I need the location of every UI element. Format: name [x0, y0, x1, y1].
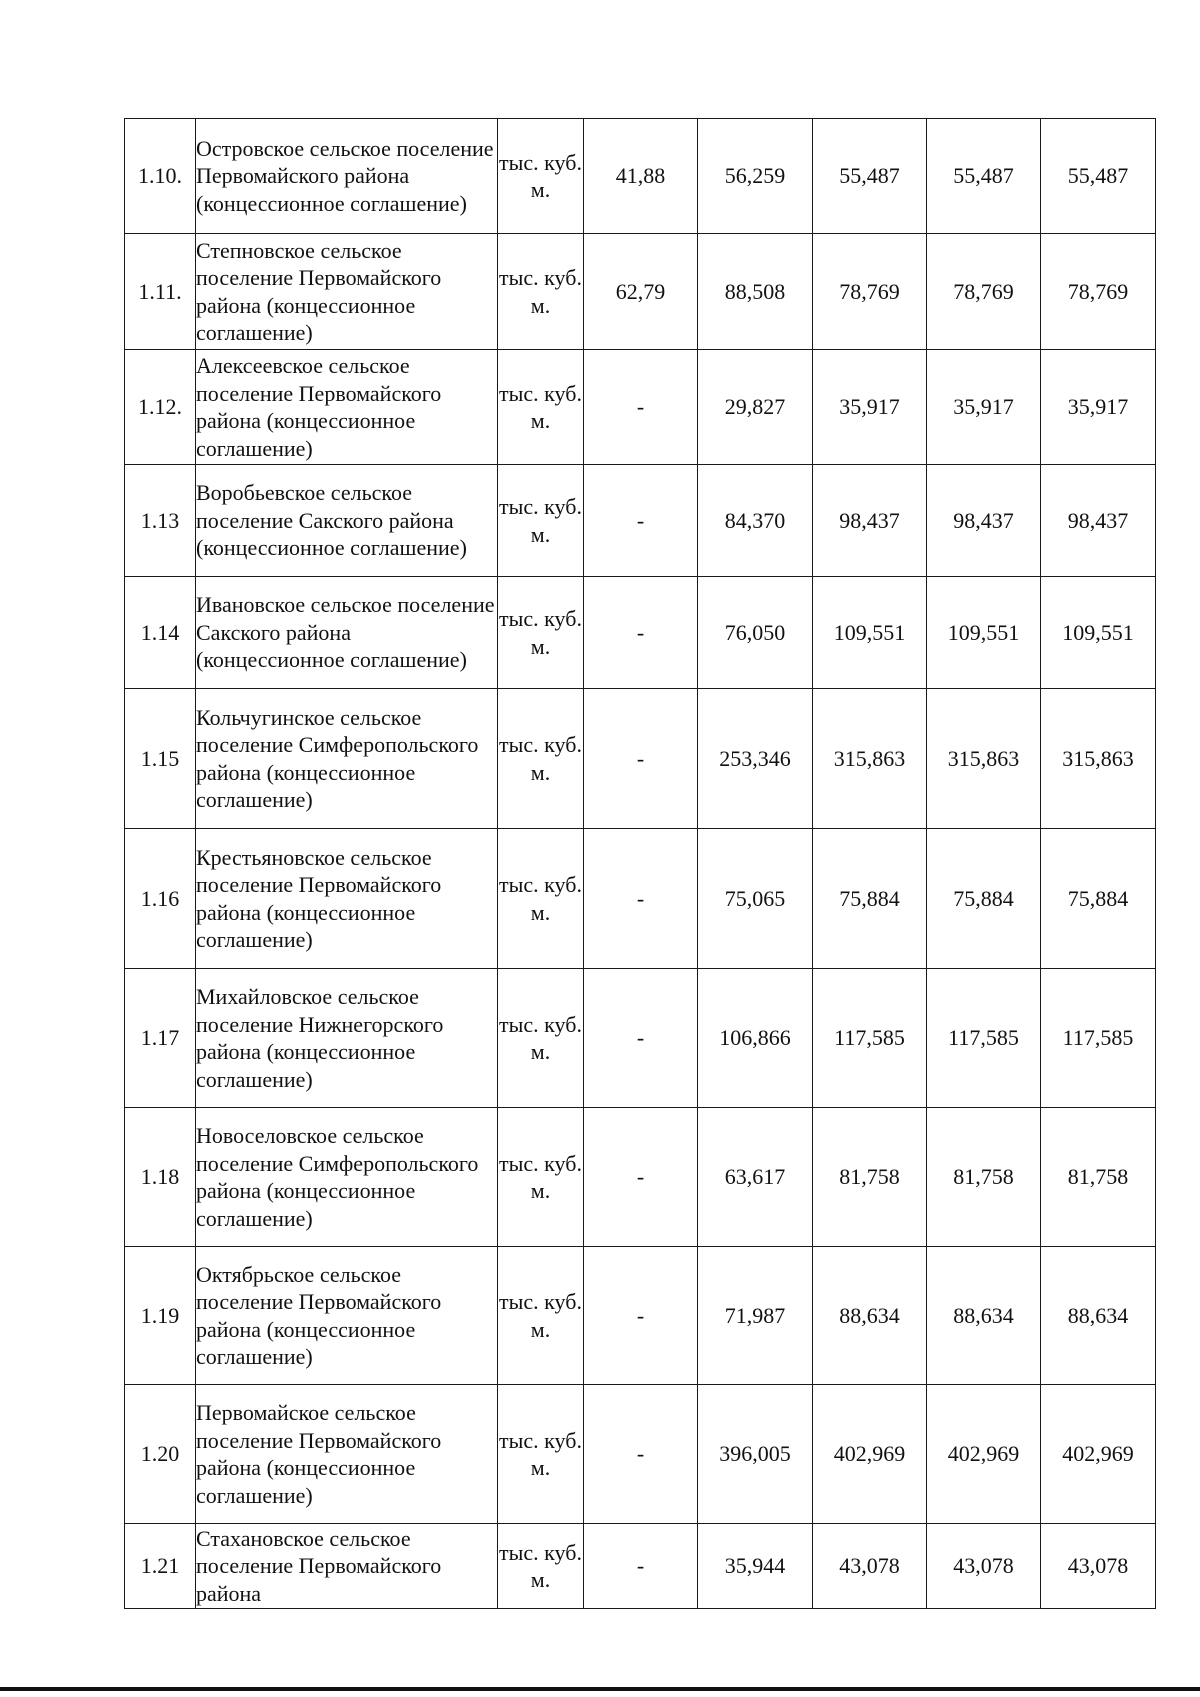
value-cell: - [584, 829, 698, 969]
value-cell: 88,634 [813, 1247, 927, 1385]
table-row [125, 577, 1156, 689]
table-row [125, 465, 1156, 577]
unit-cell: тыс. куб. м. [498, 465, 584, 577]
unit-cell: тыс. куб. м. [498, 1108, 584, 1247]
value-cell: 62,79 [584, 234, 698, 350]
value-cell: - [584, 1385, 698, 1524]
row-number: 1.12. [125, 350, 196, 465]
value-cell: 402,969 [1041, 1385, 1156, 1524]
value-cell: 315,863 [927, 689, 1041, 829]
value-cell: - [584, 465, 698, 577]
value-cell: 43,078 [927, 1524, 1041, 1609]
value-cell: 88,634 [927, 1247, 1041, 1385]
value-cell: 75,884 [1041, 829, 1156, 969]
value-cell: 84,370 [698, 465, 813, 577]
value-cell: 71,987 [698, 1247, 813, 1385]
value-cell: 75,065 [698, 829, 813, 969]
value-cell: 78,769 [927, 234, 1041, 350]
value-cell: 109,551 [813, 577, 927, 689]
row-number: 1.15 [125, 689, 196, 829]
row-number: 1.21 [125, 1524, 196, 1609]
water-volume-table [124, 118, 1156, 1609]
row-number: 1.20 [125, 1385, 196, 1524]
settlement-name: Воробьевское сельское поселение Сакского района (концессионное соглашение) [196, 465, 498, 577]
value-cell: 35,917 [927, 350, 1041, 465]
value-cell: 76,050 [698, 577, 813, 689]
value-cell: 88,508 [698, 234, 813, 350]
value-cell: 117,585 [927, 969, 1041, 1108]
settlement-name: Алексеевское сельское поселение Первомайского района (концессионное соглашение) [196, 350, 498, 465]
table-row [125, 119, 1156, 234]
value-cell: 88,634 [1041, 1247, 1156, 1385]
value-cell: 253,346 [698, 689, 813, 829]
value-cell: - [584, 577, 698, 689]
value-cell: 109,551 [927, 577, 1041, 689]
value-cell: 56,259 [698, 119, 813, 234]
settlement-name: Октябрьское сельское поселение Первомайского района (концессионное соглашение) [196, 1247, 498, 1385]
row-number: 1.11. [125, 234, 196, 350]
value-cell: 29,827 [698, 350, 813, 465]
row-number: 1.17 [125, 969, 196, 1108]
value-cell: - [584, 1247, 698, 1385]
table-row [125, 829, 1156, 969]
value-cell: 75,884 [927, 829, 1041, 969]
value-cell: 75,884 [813, 829, 927, 969]
value-cell: 117,585 [1041, 969, 1156, 1108]
unit-cell: тыс. куб. м. [498, 829, 584, 969]
value-cell: 81,758 [1041, 1108, 1156, 1247]
settlement-name: Островское сельское поселение Первомайского района (концессионное соглашение) [196, 119, 498, 234]
row-number: 1.14 [125, 577, 196, 689]
row-number: 1.19 [125, 1247, 196, 1385]
table-row [125, 1247, 1156, 1385]
settlement-name: Стахановское сельское поселение Первомайского района [196, 1524, 498, 1609]
value-cell: 315,863 [813, 689, 927, 829]
table-row [125, 1524, 1156, 1609]
value-cell: 78,769 [813, 234, 927, 350]
settlement-name: Ивановское сельское поселение Сакского района (концессионное соглашение) [196, 577, 498, 689]
value-cell: 55,487 [813, 119, 927, 234]
value-cell: 63,617 [698, 1108, 813, 1247]
row-number: 1.13 [125, 465, 196, 577]
settlement-name: Степновское сельское поселение Первомайского района (концессионное соглашение) [196, 234, 498, 350]
table-row [125, 1108, 1156, 1247]
value-cell: - [584, 969, 698, 1108]
value-cell: 106,866 [698, 969, 813, 1108]
value-cell: 81,758 [927, 1108, 1041, 1247]
row-number: 1.10. [125, 119, 196, 234]
value-cell: 35,917 [813, 350, 927, 465]
value-cell: 396,005 [698, 1385, 813, 1524]
unit-cell: тыс. куб. м. [498, 1524, 584, 1609]
value-cell: 43,078 [813, 1524, 927, 1609]
row-number: 1.16 [125, 829, 196, 969]
unit-cell: тыс. куб. м. [498, 1247, 584, 1385]
unit-cell: тыс. куб. м. [498, 689, 584, 829]
table-row [125, 234, 1156, 350]
value-cell: 35,917 [1041, 350, 1156, 465]
table-row [125, 689, 1156, 829]
table-row [125, 1385, 1156, 1524]
unit-cell: тыс. куб. м. [498, 577, 584, 689]
unit-cell: тыс. куб. м. [498, 1385, 584, 1524]
value-cell: 109,551 [1041, 577, 1156, 689]
value-cell: 41,88 [584, 119, 698, 234]
value-cell: 55,487 [927, 119, 1041, 234]
unit-cell: тыс. куб. м. [498, 350, 584, 465]
value-cell: 98,437 [927, 465, 1041, 577]
table-row [125, 969, 1156, 1108]
value-cell: 98,437 [1041, 465, 1156, 577]
settlement-name: Первомайское сельское поселение Первомайского района (концессионное соглашение) [196, 1385, 498, 1524]
value-cell: - [584, 1108, 698, 1247]
settlement-name: Крестьяновское сельское поселение Первомайского района (концессионное соглашение) [196, 829, 498, 969]
value-cell: - [584, 1524, 698, 1609]
value-cell: 78,769 [1041, 234, 1156, 350]
unit-cell: тыс. куб. м. [498, 969, 584, 1108]
value-cell: 117,585 [813, 969, 927, 1108]
value-cell: 315,863 [1041, 689, 1156, 829]
row-number: 1.18 [125, 1108, 196, 1247]
bottom-rule [0, 1687, 1200, 1691]
value-cell: - [584, 689, 698, 829]
value-cell: 55,487 [1041, 119, 1156, 234]
value-cell: 402,969 [927, 1385, 1041, 1524]
value-cell: 98,437 [813, 465, 927, 577]
unit-cell: тыс. куб. м. [498, 119, 584, 234]
value-cell: 402,969 [813, 1385, 927, 1524]
unit-cell: тыс. куб. м. [498, 234, 584, 350]
table-row [125, 350, 1156, 465]
value-cell: 35,944 [698, 1524, 813, 1609]
value-cell: 43,078 [1041, 1524, 1156, 1609]
settlement-name: Новоселовское сельское поселение Симферопольского района (концессионное соглашение) [196, 1108, 498, 1247]
settlement-name: Михайловское сельское поселение Нижнегорского района (концессионное соглашение) [196, 969, 498, 1108]
value-cell: 81,758 [813, 1108, 927, 1247]
settlement-name: Кольчугинское сельское поселение Симферопольского района (концессионное соглашение) [196, 689, 498, 829]
value-cell: - [584, 350, 698, 465]
